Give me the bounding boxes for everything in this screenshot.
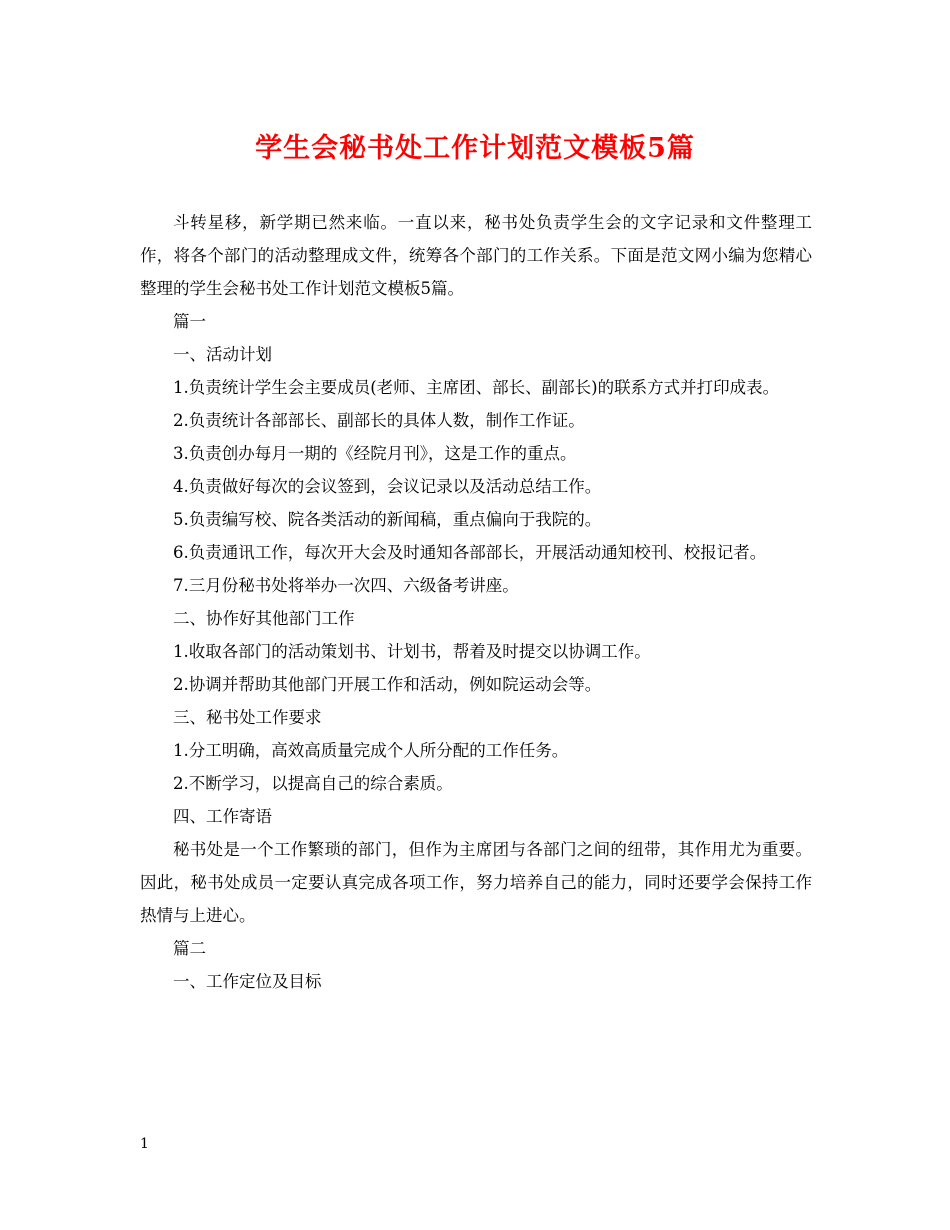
section-heading-part-2: 篇二	[173, 939, 206, 958]
list-item: 6.负责通讯工作，每次开大会及时通知各部部长，开展活动通知校刊、校报记者。	[173, 543, 767, 562]
list-item: 4.负责做好每次的会议签到，会议记录以及活动总结工作。	[173, 477, 602, 496]
subheading-cooperation: 二、协作好其他部门工作	[173, 609, 355, 628]
list-item: 1.收取各部门的活动策划书、计划书，帮着及时提交以协调工作。	[173, 642, 651, 661]
message-paragraph: 秘书处是一个工作繁琐的部门，但作为主席团与各部门之间的纽带，其作用尤为重要。因此，秘书处成员一定要认真完成各项工作，努力培养自己的能力，同时还要学会保持工作热情与上进心。	[140, 840, 812, 925]
document-body	[140, 206, 812, 998]
document-title: 学生会秘书处工作计划范文模板5篇	[255, 133, 695, 164]
list-item: 1.分工明确，高效高质量完成个人所分配的工作任务。	[173, 741, 569, 760]
subheading-message: 四、工作寄语	[173, 807, 272, 826]
list-item: 3.负责创办每月一期的《经院月刊》，这是工作的重点。	[173, 444, 577, 463]
list-item: 2.协调并帮助其他部门开展工作和活动，例如院运动会等。	[173, 675, 602, 694]
list-item: 2.不断学习，以提高自己的综合素质。	[173, 774, 453, 793]
subheading-positioning: 一、工作定位及目标	[173, 972, 322, 991]
list-item: 1.负责统计学生会主要成员(老师、主席团、部长、副部长)的联系方式并打印成表。	[173, 378, 780, 397]
intro-paragraph: 斗转星移，新学期已然来临。一直以来，秘书处负责学生会的文字记录和文件整理工作，将各个部门的活动整理成文件，统筹各个部门的工作关系。下面是范文网小编为您精心整理的学生会秘书处工作计划范文模板5篇。	[140, 213, 812, 298]
list-item: 5.负责编写校、院各类活动的新闻稿，重点偏向于我院的。	[173, 510, 602, 529]
list-item: 7.三月份秘书处将举办一次四、六级备考讲座。	[173, 576, 519, 595]
subheading-requirements: 三、秘书处工作要求	[173, 708, 322, 727]
section-heading-part-1: 篇一	[173, 312, 206, 331]
subheading-activity-plan: 一、活动计划	[173, 345, 272, 364]
page-number: 1	[140, 1136, 149, 1152]
list-item: 2.负责统计各部部长、副部长的具体人数，制作工作证。	[173, 411, 585, 430]
